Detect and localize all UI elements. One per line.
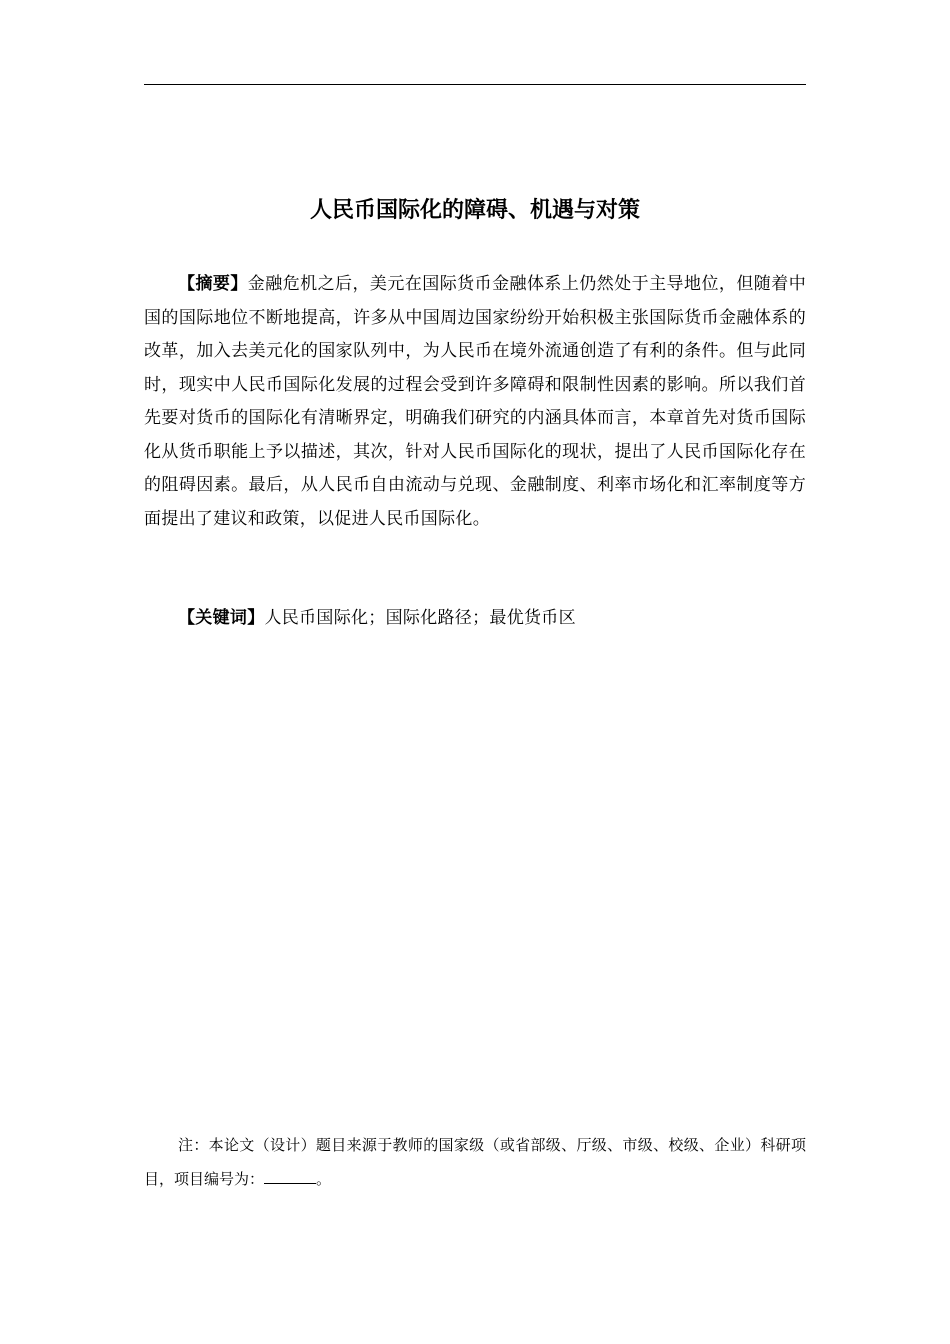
footnote-text: 注：本论文（设计）题目来源于教师的国家级（或省部级、厅级、市级、校级、企业）科研项目，项目编号为： [144, 1136, 806, 1188]
funding-footnote [144, 1128, 806, 1196]
footnote-suffix: 。 [316, 1170, 332, 1188]
abstract-label: 【摘要】 [178, 274, 248, 294]
header-rule [144, 84, 806, 85]
abstract-paragraph [144, 268, 806, 536]
abstract-text: 金融危机之后，美元在国际货币金融体系上仍然处于主导地位，但随着中国的国际地位不断地提高，许多从中国周边国家纷纷开始积极主张国际货币金融体系的改革，加入去美元化的国家队列中，为人民币在境外流通创造了有利的条件。但与此同时，现实中人民币国际化发展的过程会受到许多障碍和限制性因素的影响。所以我们首先要对货币的国际化有清晰界定，明确我们研究的内涵具体而言，本章首先对货币国际化从货币职能上予以描述，其次，针对人民币国际化的现状，提出了人民币国际化存在的阻碍因素。最后，从人民币自由流动与兑现、金融制度、利率市场化和汇率制度等方面提出了建议和政策，以促进人民币国际化。 [144, 274, 806, 529]
project-number-blank [264, 1171, 316, 1184]
keywords-label: 【关键词】 [178, 608, 265, 628]
keywords-paragraph [144, 603, 806, 633]
keywords-text: 人民币国际化；国际化路径；最优货币区 [264, 608, 576, 628]
paper-title: 人民币国际化的障碍、机遇与对策 [309, 198, 640, 223]
